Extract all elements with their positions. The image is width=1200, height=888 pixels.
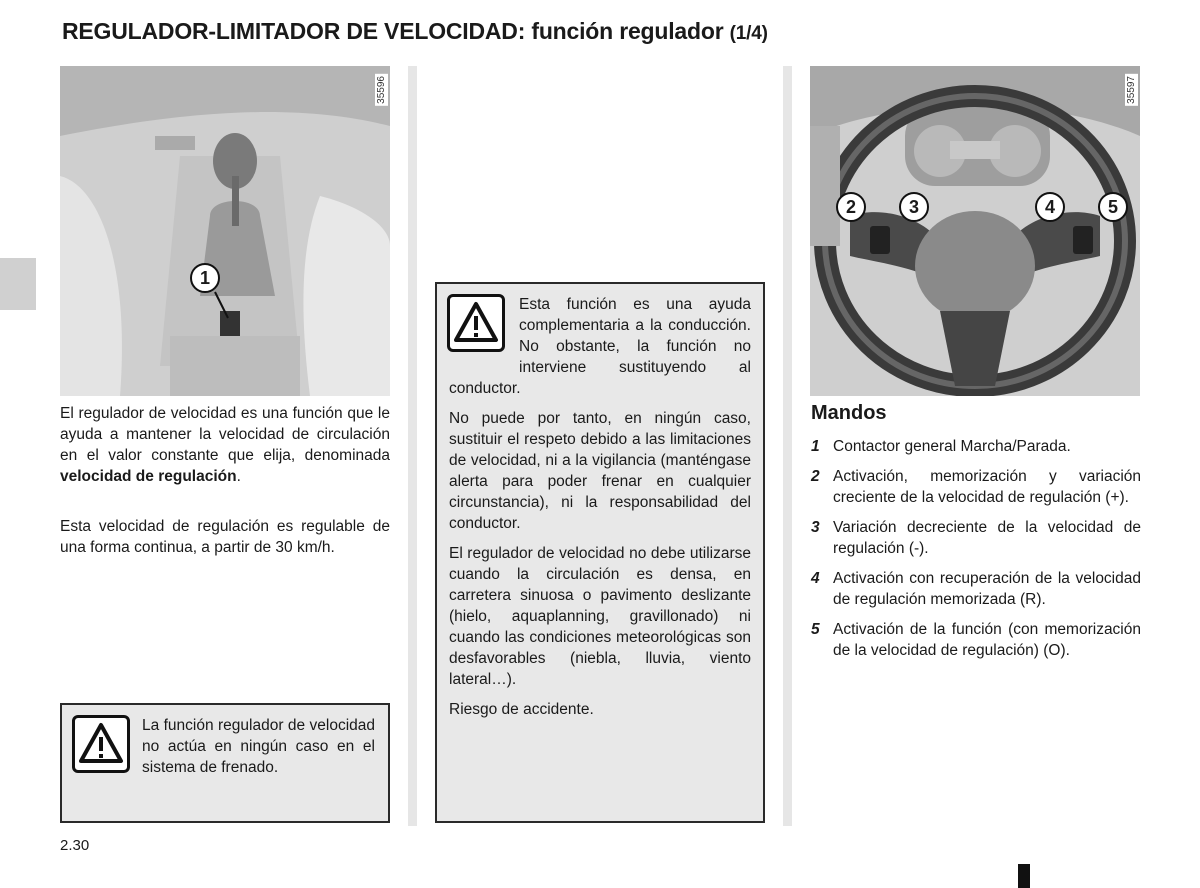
item-text: Activación, memorización y variación creciente de la velocidad de regulación (+). — [833, 468, 1141, 506]
callout-2: 2 — [836, 192, 866, 222]
page-edge-marker — [1018, 864, 1030, 888]
photo-reference: 35597 — [1126, 76, 1137, 104]
item-text: Variación decreciente de la velocidad de regulación (-). — [833, 519, 1141, 557]
steering-wheel-illustration — [810, 66, 1140, 396]
controls-list-item — [811, 517, 1141, 559]
item-number: 2 — [811, 468, 820, 485]
warning-triangle-icon — [72, 715, 130, 773]
section-title-mandos: Mandos — [811, 402, 887, 424]
page-number: 2.30 — [60, 837, 90, 854]
assist-warning-box — [435, 282, 765, 823]
item-text: Activación de la función (con memorización de la velocidad de regulación) (O). — [833, 621, 1141, 659]
controls-list-item — [811, 568, 1141, 610]
callout-5: 5 — [1098, 192, 1128, 222]
item-number: 3 — [811, 519, 820, 536]
intro-bold-term: velocidad de regulación — [60, 468, 237, 485]
controls-list-item — [811, 619, 1141, 661]
gear-lever-photo — [60, 66, 390, 396]
controls-list-item — [811, 436, 1141, 457]
assist-paragraph-1: Esta función es una ayuda complementaria a la conducción. No obstante, la función no interviene sustituyendo al conductor. — [449, 296, 751, 397]
assist-paragraph-3: El regulador de velocidad no debe utilizarse cuando la circulación es densa, en carretera sinuosa o pavimento deslizante (hielo, aquaplanning, gravillonado) ni cuando las condiciones meteorológicas son desfavorables (niebla, lluvia, viento lateral…). — [449, 545, 751, 688]
page-title-text: REGULADOR-LIMITADOR DE VELOCIDAD: función regulador — [62, 18, 724, 44]
item-text: Contactor general Marcha/Parada. — [833, 438, 1071, 455]
assist-paragraph-2: No puede por tanto, en ningún caso, sustituir el respeto debido a las limitaciones de velocidad, ni a la vigilancia (manténgase alerta para poder frenar en cualquier circunstancia), ni la responsabilidad del conductor. — [449, 410, 751, 532]
column-separator — [783, 66, 792, 826]
callout-4: 4 — [1035, 192, 1065, 222]
chapter-tab — [0, 258, 36, 310]
page-title — [62, 18, 768, 45]
brake-warning-box — [60, 703, 390, 823]
item-text: Activación con recuperación de la velocidad de regulación memorizada (R). — [833, 570, 1141, 608]
assist-paragraph-4: Riesgo de accidente. — [449, 701, 594, 718]
controls-list — [811, 436, 1141, 670]
gear-lever-illustration — [60, 66, 390, 396]
page-title-suffix: (1/4) — [729, 23, 768, 44]
intro-paragraph: El regulador de velocidad es una función que le ayuda a mantener la velocidad de circulación en el valor constante que elija, denominada velocidad de regulación. — [60, 405, 390, 485]
speed-range-paragraph: Esta velocidad de regulación es regulable de una forma continua, a partir de 30 km/h. — [60, 518, 390, 556]
item-number: 4 — [811, 570, 820, 587]
item-number: 1 — [811, 438, 820, 455]
controls-list-item — [811, 466, 1141, 508]
callout-1: 1 — [190, 263, 220, 293]
column-separator — [408, 66, 417, 826]
callout-3: 3 — [899, 192, 929, 222]
intro-text: El regulador de velocidad es una función que le ayuda a mantener la velocidad de circulación en el valor constante que elija, denominada — [60, 405, 390, 464]
steering-wheel-photo — [810, 66, 1140, 396]
brake-warning-text: La función regulador de velocidad no actúa en ningún caso en el sistema de frenado. — [142, 717, 375, 776]
photo-reference: 35596 — [376, 76, 387, 104]
item-number: 5 — [811, 621, 820, 638]
